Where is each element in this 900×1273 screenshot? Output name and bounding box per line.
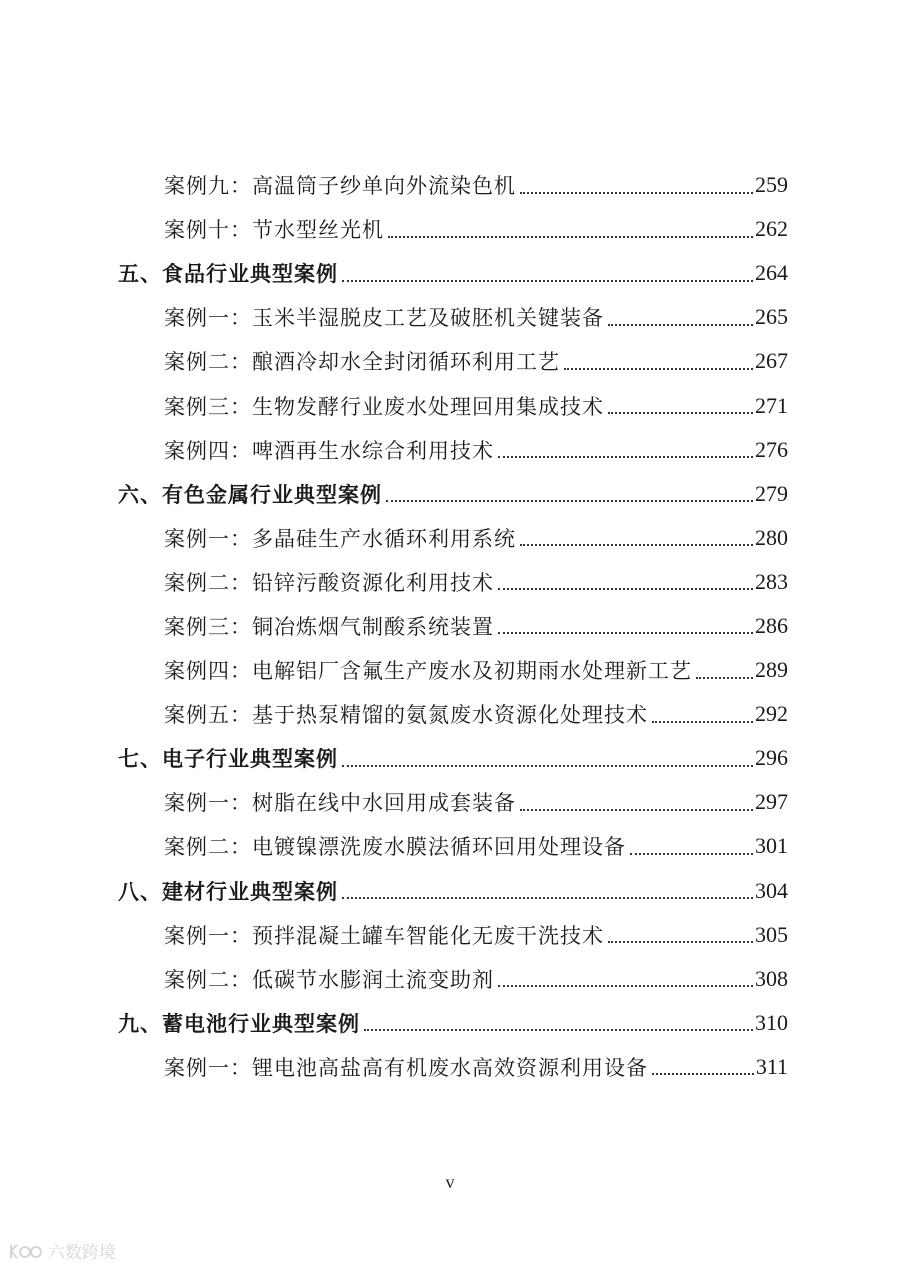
toc-entry-title: 案例二：酿酒冷却水全封闭循环利用工艺 bbox=[164, 350, 560, 375]
toc-dot-leader bbox=[608, 940, 753, 943]
toc-dot-leader bbox=[696, 676, 753, 679]
toc-page-number: 289 bbox=[755, 657, 788, 683]
toc-page-number: 296 bbox=[755, 745, 788, 771]
toc-case-entry[interactable] bbox=[0, 604, 900, 648]
toc-page-number: 279 bbox=[755, 480, 788, 506]
toc-section-entry[interactable] bbox=[0, 869, 900, 913]
toc-entry-title: 案例九：高温筒子纱单向外流染色机 bbox=[164, 174, 516, 199]
toc-page-number: 264 bbox=[755, 260, 788, 286]
toc-entry-title: 案例一：锂电池高盐高有机废水高效资源利用设备 bbox=[164, 1055, 648, 1080]
toc-dot-leader bbox=[498, 587, 753, 590]
toc-dot-leader bbox=[608, 323, 753, 326]
toc-entry-title: 案例一：预拌混凝土罐车智能化无废干洗技术 bbox=[164, 923, 604, 948]
toc-case-entry[interactable] bbox=[0, 648, 900, 692]
toc-case-entry[interactable] bbox=[0, 295, 900, 339]
toc-dot-leader bbox=[608, 411, 753, 414]
toc-entry-title: 案例四：电解铝厂含氟生产废水及初期雨水处理新工艺 bbox=[164, 659, 692, 684]
toc-dot-leader bbox=[364, 1028, 753, 1031]
toc-entry-title: 案例二：低碳节水膨润土流变助剂 bbox=[164, 967, 494, 992]
toc-entry-title: 案例二：电镀镍漂洗废水膜法循环回用处理设备 bbox=[164, 835, 626, 860]
toc-case-entry[interactable] bbox=[0, 1045, 900, 1089]
toc-case-entry[interactable] bbox=[0, 913, 900, 957]
toc-case-entry[interactable] bbox=[0, 692, 900, 736]
watermark bbox=[8, 1238, 116, 1263]
toc-dot-leader bbox=[498, 984, 753, 987]
toc-dot-leader bbox=[342, 279, 753, 282]
toc-section-entry[interactable] bbox=[0, 251, 900, 295]
toc-page-number: 311 bbox=[755, 1053, 788, 1079]
toc-entry-title: 案例十：节水型丝光机 bbox=[164, 218, 384, 243]
toc-page-number: 305 bbox=[755, 921, 788, 947]
toc-case-entry[interactable] bbox=[0, 516, 900, 560]
toc-section-entry[interactable] bbox=[0, 472, 900, 516]
toc-page-number: 304 bbox=[755, 877, 788, 903]
toc-case-entry[interactable] bbox=[0, 824, 900, 868]
toc-entry-title: 九、蓄电池行业典型案例 bbox=[118, 1011, 360, 1036]
toc-dot-leader bbox=[342, 764, 753, 767]
toc-entry-title: 八、建材行业典型案例 bbox=[118, 879, 338, 904]
toc-page-number: 297 bbox=[755, 789, 788, 815]
toc-section-entry[interactable] bbox=[0, 1001, 900, 1045]
toc-case-entry[interactable] bbox=[0, 560, 900, 604]
toc-page-number: 267 bbox=[755, 348, 788, 374]
toc-page-number: 310 bbox=[755, 1009, 788, 1035]
toc-dot-leader bbox=[630, 852, 753, 855]
toc-entry-title: 七、电子行业典型案例 bbox=[118, 747, 338, 772]
toc-page-number: 276 bbox=[755, 436, 788, 462]
toc-dot-leader bbox=[652, 1072, 754, 1075]
toc-entry-title: 案例四：啤酒再生水综合利用技术 bbox=[164, 438, 494, 463]
toc-page-number: 262 bbox=[755, 216, 788, 242]
toc-page-number: 292 bbox=[755, 701, 788, 727]
toc-case-entry[interactable] bbox=[0, 957, 900, 1001]
toc-section-entry[interactable] bbox=[0, 736, 900, 780]
toc-page-number: 301 bbox=[755, 833, 788, 859]
toc-dot-leader bbox=[498, 631, 753, 634]
toc-dot-leader bbox=[388, 235, 753, 238]
toc-case-entry[interactable] bbox=[0, 339, 900, 383]
toc-entry-title: 案例三：生物发酵行业废水处理回用集成技术 bbox=[164, 394, 604, 419]
toc-dot-leader bbox=[564, 367, 753, 370]
toc-entry-title: 案例一：树脂在线中水回用成套装备 bbox=[164, 791, 516, 816]
toc-case-entry[interactable] bbox=[0, 207, 900, 251]
toc-case-entry[interactable] bbox=[0, 780, 900, 824]
toc-dot-leader bbox=[386, 499, 753, 502]
toc-dot-leader bbox=[520, 191, 753, 194]
toc-case-entry[interactable] bbox=[0, 428, 900, 472]
page-number: v bbox=[445, 1172, 455, 1192]
toc-entry-title: 案例五：基于热泵精馏的氨氮废水资源化处理技术 bbox=[164, 703, 648, 728]
toc-case-entry[interactable] bbox=[0, 383, 900, 427]
toc-entry-title: 案例一：玉米半湿脱皮工艺及破胚机关键装备 bbox=[164, 306, 604, 331]
table-of-contents bbox=[0, 163, 900, 1089]
toc-dot-leader bbox=[520, 808, 753, 811]
toc-dot-leader bbox=[498, 455, 753, 458]
watermark-text: 六数跨境 bbox=[48, 1243, 116, 1263]
brand-logo-icon bbox=[8, 1241, 42, 1261]
toc-page-number: 265 bbox=[755, 304, 788, 330]
toc-entry-title: 案例二：铅锌污酸资源化利用技术 bbox=[164, 570, 494, 595]
toc-entry-title: 六、有色金属行业典型案例 bbox=[118, 482, 382, 507]
toc-page-number: 271 bbox=[755, 392, 788, 418]
toc-page-number: 259 bbox=[755, 172, 788, 198]
toc-dot-leader bbox=[652, 720, 753, 723]
toc-page-number: 286 bbox=[755, 612, 788, 638]
toc-page-number: 308 bbox=[755, 965, 788, 991]
toc-page-number: 280 bbox=[755, 524, 788, 550]
toc-case-entry[interactable] bbox=[0, 163, 900, 207]
toc-entry-title: 五、食品行业典型案例 bbox=[118, 262, 338, 287]
toc-dot-leader bbox=[342, 896, 753, 899]
toc-page-number: 283 bbox=[755, 568, 788, 594]
toc-entry-title: 案例三：铜冶炼烟气制酸系统装置 bbox=[164, 614, 494, 639]
toc-dot-leader bbox=[520, 543, 753, 546]
toc-entry-title: 案例一：多晶硅生产水循环利用系统 bbox=[164, 526, 516, 551]
